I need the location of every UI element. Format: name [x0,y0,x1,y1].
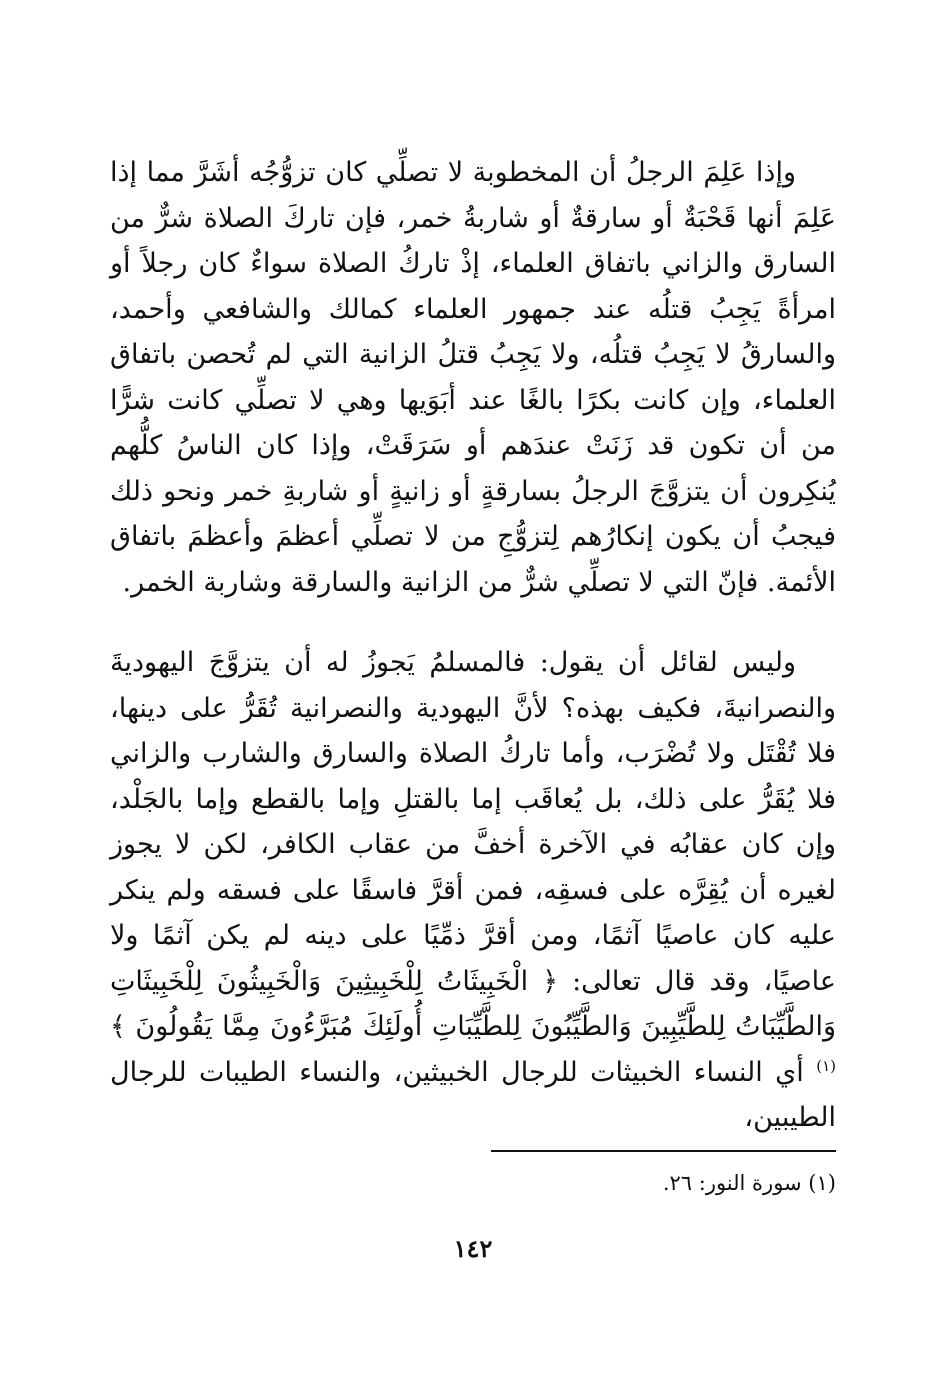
paragraph-2-body: وليس لقائل أن يقول: فالمسلمُ يَجوزُ له أن يتزوَّجَ اليهوديةَ والنصرانيةَ، فكيف بهذه؟ لأنَّ اليهودية والنصرانية تُقَرُّ على دينها، فلا تُقْتَل ولا تُضْرَب، وأما تاركُ الصلاة والسارق والشارب والزاني فلا يُقَرُّ على ذلك، بل يُعاقَب إما بالقتلِ وإما بالقطع وإما بالجَلْد، وإن كان عقابُه في الآخرة أخفَّ من عقاب الكافر، لكن لا يجوز لغيره أن يُقِرَّه على فسقِه، فمن أقرَّ فاسقًا على فسقه ولم ينكر عليه كان عاصيًا آثمًا، ومن أقرَّ ذمِّيًا على دينه لم يكن آثمًا ولا عاصيًا، وقد قال تعالى: [110,647,836,997]
paragraph-2-continuation: أي النساء الخبيثات للرجال الخبيثين، والنساء الطيبات للرجال الطيبين، [110,1056,836,1133]
quran-verse: ﴿ الْخَبِيثَاتُ لِلْخَبِيثِينَ وَالْخَبِيثُونَ لِلْخَبِيثَاتِ وَالطَّيِّبَاتُ لِلطَّيِّبِينَ وَالطَّيِّبُونَ لِلطَّيِّبَاتِ أُولَئِكَ مُبَرَّءُونَ مِمَّا يَقُولُونَ ﴾ [110,965,836,1042]
paragraph-1-text: وإذا عَلِمَ الرجلُ أن المخطوبة لا تصلِّي كان تزوُّجُه أشَرَّ مما إذا عَلِمَ أنها قَحْبَةٌ أو سارقةٌ أو شاربةُ خمر، فإن تاركَ الصلاة شرٌّ من السارق والزاني باتفاق العلماء، إذْ تاركُ الصلاة سواءٌ كان رجلاً أو امرأةً يَجِبُ قتلُه عند جمهور العلماء كمالك والشافعي وأحمد، والسارقُ لا يَجِبُ قتلُه، ولا يَجِبُ قتلُ الزانية التي لم تُحصن باتفاق العلماء، وإن كانت بكرًا بالغًا عند أبَوَيها وهي لا تصلِّي كانت شرًّا من أن تكون قد زَنَتْ عندَهم أو سَرَقَتْ، وإذا كان الناسُ كلُّهم يُنكِرون أن يتزوَّجَ الرجلُ بسارقةٍ أو زانيةٍ أو شاربةِ خمر ونحو ذلك فيجبُ أن يكون إنكارُهم لِتزوُّجِ من لا تصلِّي أعظمَ وأعظمَ باتفاق الأئمة. فإنّ التي لا تصلِّي شرٌّ من الزانية والسارقة وشاربة الخمر. [110,157,836,598]
footnote-divider [491,1150,836,1152]
paragraph-1 [110,150,836,605]
footnote: (١) سورة النور: ٢٦. [662,1171,836,1195]
paragraph-2 [110,640,836,1141]
footnote-reference: (١) [816,1056,836,1075]
page-number: ١٤٢ [453,1234,493,1263]
paragraph-2-text [110,640,836,1141]
